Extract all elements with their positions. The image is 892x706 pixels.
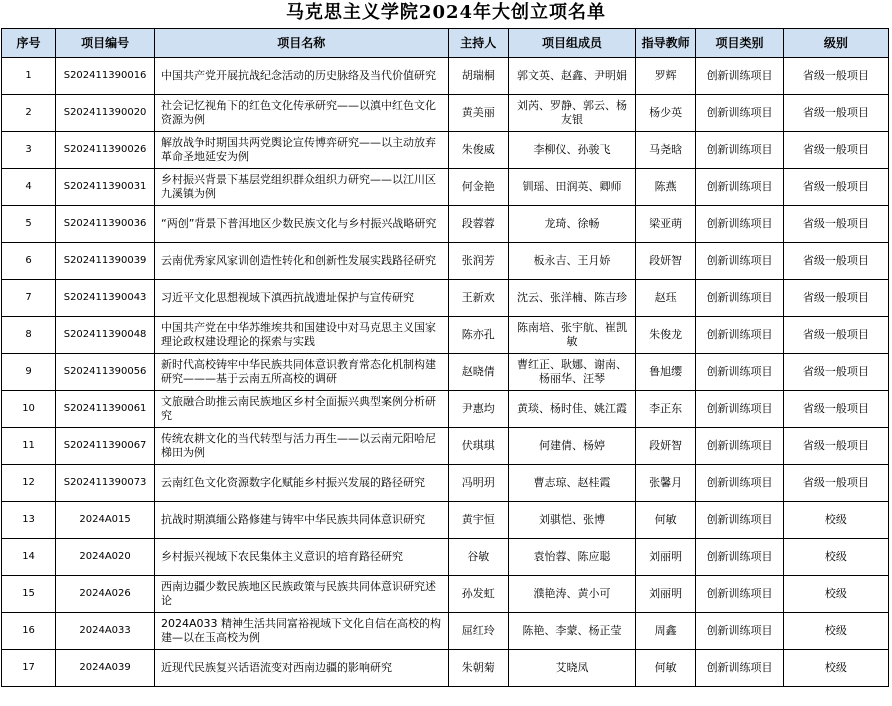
cell-seq: 16 [2, 613, 56, 650]
cell-members: 刘芮、罗静、郭云、杨友银 [508, 95, 635, 132]
cell-host: 黄宇恒 [448, 502, 508, 539]
table-row [2, 169, 889, 206]
cell-category: 创新训练项目 [696, 391, 783, 428]
cell-name: 抗战时期滇缅公路修建与铸牢中华民族共同体意识研究 [155, 502, 449, 539]
table-row [2, 317, 889, 354]
cell-members: 陈南培、张宇航、崔凯敏 [508, 317, 635, 354]
cell-code: S202411390043 [56, 280, 155, 317]
cell-advisor: 段妍智 [635, 428, 695, 465]
cell-category: 创新训练项目 [696, 502, 783, 539]
cell-name: “两创”背景下普洱地区少数民族文化与乡村振兴战略研究 [155, 206, 449, 243]
cell-category: 创新训练项目 [696, 206, 783, 243]
cell-level: 校级 [783, 613, 888, 650]
cell-level: 省级一般项目 [783, 465, 888, 502]
cell-seq: 4 [2, 169, 56, 206]
cell-name: 中国共产党开展抗战纪念活动的历史脉络及当代价值研究 [155, 58, 449, 95]
cell-category: 创新训练项目 [696, 243, 783, 280]
cell-seq: 13 [2, 502, 56, 539]
cell-members: 李柳仪、孙骏飞 [508, 132, 635, 169]
cell-seq: 6 [2, 243, 56, 280]
cell-host: 段蓉蓉 [448, 206, 508, 243]
cell-members: 濮艳涛、黄小可 [508, 576, 635, 613]
cell-seq: 10 [2, 391, 56, 428]
document-title: 马克思主义学院2024年大创立项名单 [285, 2, 607, 23]
header-code: 项目编号 [56, 29, 155, 58]
cell-code: S202411390016 [56, 58, 155, 95]
cell-category: 创新训练项目 [696, 280, 783, 317]
cell-code: S202411390031 [56, 169, 155, 206]
cell-seq: 1 [2, 58, 56, 95]
cell-host: 赵晓倩 [448, 354, 508, 391]
cell-level: 省级一般项目 [783, 58, 888, 95]
cell-members: 刘骐恺、张博 [508, 502, 635, 539]
cell-level: 省级一般项目 [783, 243, 888, 280]
cell-host: 朱俊威 [448, 132, 508, 169]
cell-host: 伏琪琪 [448, 428, 508, 465]
cell-members: 曹红正、耿娜、谢南、杨丽华、汪琴 [508, 354, 635, 391]
cell-category: 创新训练项目 [696, 428, 783, 465]
cell-name: 文旅融合助推云南民族地区乡村全面振兴典型案例分析研究 [155, 391, 449, 428]
cell-name: 新时代高校铸牢中华民族共同体意识教育常态化机制构建研究———基于云南五所高校的调研 [155, 354, 449, 391]
cell-category: 创新训练项目 [696, 169, 783, 206]
cell-advisor: 李正东 [635, 391, 695, 428]
project-table [1, 28, 889, 687]
cell-name: 云南优秀家风家训创造性转化和创新性发展实践路径研究 [155, 243, 449, 280]
cell-code: S202411390036 [56, 206, 155, 243]
cell-members: 沈云、张洋楠、陈吉珍 [508, 280, 635, 317]
table-row [2, 539, 889, 576]
cell-host: 黄美丽 [448, 95, 508, 132]
cell-name: 社会记忆视角下的红色文化传承研究——以滇中红色文化资源为例 [155, 95, 449, 132]
cell-advisor: 刘丽明 [635, 539, 695, 576]
cell-level: 省级一般项目 [783, 95, 888, 132]
cell-name: 传统农耕文化的当代转型与活力再生——以云南元阳哈尼梯田为例 [155, 428, 449, 465]
cell-advisor: 周鑫 [635, 613, 695, 650]
cell-advisor: 朱俊龙 [635, 317, 695, 354]
cell-seq: 17 [2, 650, 56, 687]
cell-level: 省级一般项目 [783, 206, 888, 243]
cell-members: 陈艳、李蒙、杨正莹 [508, 613, 635, 650]
table-row [2, 650, 889, 687]
cell-category: 创新训练项目 [696, 95, 783, 132]
table-row [2, 243, 889, 280]
cell-level: 校级 [783, 539, 888, 576]
cell-advisor: 段妍智 [635, 243, 695, 280]
cell-code: S202411390048 [56, 317, 155, 354]
cell-seq: 15 [2, 576, 56, 613]
cell-advisor: 刘丽明 [635, 576, 695, 613]
cell-seq: 9 [2, 354, 56, 391]
cell-level: 省级一般项目 [783, 132, 888, 169]
cell-level: 省级一般项目 [783, 428, 888, 465]
cell-seq: 11 [2, 428, 56, 465]
cell-category: 创新训练项目 [696, 465, 783, 502]
cell-code: S202411390039 [56, 243, 155, 280]
table-row [2, 58, 889, 95]
cell-name: 乡村振兴背景下基层党组织群众组织力研究——以江川区九溪镇为例 [155, 169, 449, 206]
cell-host: 冯明玥 [448, 465, 508, 502]
table-header-row [2, 29, 889, 58]
cell-level: 省级一般项目 [783, 354, 888, 391]
cell-host: 王新欢 [448, 280, 508, 317]
cell-advisor: 陈燕 [635, 169, 695, 206]
cell-advisor: 杨少英 [635, 95, 695, 132]
cell-category: 创新训练项目 [696, 58, 783, 95]
cell-name: 云南红色文化资源数字化赋能乡村振兴发展的路径研究 [155, 465, 449, 502]
cell-category: 创新训练项目 [696, 650, 783, 687]
cell-members: 郭文英、赵鑫、尹明娟 [508, 58, 635, 95]
cell-code: 2024A026 [56, 576, 155, 613]
cell-code: 2024A020 [56, 539, 155, 576]
cell-advisor: 马尧晗 [635, 132, 695, 169]
table-row [2, 132, 889, 169]
cell-host: 谷敏 [448, 539, 508, 576]
cell-advisor: 何敏 [635, 650, 695, 687]
cell-code: S202411390056 [56, 354, 155, 391]
cell-name: 习近平文化思想视域下滇西抗战遗址保护与宣传研究 [155, 280, 449, 317]
table-row [2, 502, 889, 539]
table-row [2, 280, 889, 317]
cell-host: 朱朝菊 [448, 650, 508, 687]
table-row [2, 428, 889, 465]
cell-name: 2024A033 精神生活共同富裕视域下文化自信在高校的构建—以在玉高校为例 [155, 613, 449, 650]
cell-level: 校级 [783, 650, 888, 687]
cell-name: 解放战争时期国共两党舆论宣传博弈研究——以主动放弃革命圣地延安为例 [155, 132, 449, 169]
table-row [2, 206, 889, 243]
cell-host: 胡瑞桐 [448, 58, 508, 95]
cell-code: S202411390067 [56, 428, 155, 465]
cell-advisor: 梁亚萌 [635, 206, 695, 243]
cell-members: 龙琦、徐畅 [508, 206, 635, 243]
cell-host: 陈亦孔 [448, 317, 508, 354]
table-row [2, 95, 889, 132]
cell-level: 校级 [783, 502, 888, 539]
cell-category: 创新训练项目 [696, 613, 783, 650]
cell-level: 校级 [783, 576, 888, 613]
cell-host: 屈红玲 [448, 613, 508, 650]
cell-host: 张润芳 [448, 243, 508, 280]
cell-category: 创新训练项目 [696, 576, 783, 613]
cell-advisor: 张馨月 [635, 465, 695, 502]
cell-code: S202411390020 [56, 95, 155, 132]
cell-level: 省级一般项目 [783, 169, 888, 206]
cell-seq: 8 [2, 317, 56, 354]
cell-host: 何金艳 [448, 169, 508, 206]
cell-members: 袁怡蓉、陈应聪 [508, 539, 635, 576]
cell-code: 2024A039 [56, 650, 155, 687]
cell-category: 创新训练项目 [696, 539, 783, 576]
cell-seq: 14 [2, 539, 56, 576]
cell-code: S202411390026 [56, 132, 155, 169]
cell-name: 近现代民族复兴话语流变对西南边疆的影响研究 [155, 650, 449, 687]
cell-seq: 3 [2, 132, 56, 169]
cell-code: S202411390073 [56, 465, 155, 502]
cell-name: 乡村振兴视域下农民集体主义意识的培育路径研究 [155, 539, 449, 576]
header-level: 级别 [783, 29, 888, 58]
cell-level: 省级一般项目 [783, 280, 888, 317]
cell-name: 西南边疆少数民族地区民族政策与民族共同体意识研究述论 [155, 576, 449, 613]
cell-category: 创新训练项目 [696, 354, 783, 391]
table-row [2, 613, 889, 650]
cell-code: 2024A033 [56, 613, 155, 650]
header-seq: 序号 [2, 29, 56, 58]
cell-advisor: 鲁旭缨 [635, 354, 695, 391]
table-row [2, 354, 889, 391]
cell-members: 黄琰、杨时佳、姚江霞 [508, 391, 635, 428]
cell-members: 艾晓凤 [508, 650, 635, 687]
cell-host: 孙发虹 [448, 576, 508, 613]
table-row [2, 465, 889, 502]
cell-seq: 7 [2, 280, 56, 317]
cell-category: 创新训练项目 [696, 132, 783, 169]
cell-seq: 12 [2, 465, 56, 502]
cell-members: 何建倩、杨婷 [508, 428, 635, 465]
cell-level: 省级一般项目 [783, 391, 888, 428]
header-members: 项目组成员 [508, 29, 635, 58]
header-host: 主持人 [448, 29, 508, 58]
cell-advisor: 赵珏 [635, 280, 695, 317]
cell-seq: 2 [2, 95, 56, 132]
cell-code: S202411390061 [56, 391, 155, 428]
table-row [2, 576, 889, 613]
cell-members: 曹志琼、赵桂霞 [508, 465, 635, 502]
table-row [2, 391, 889, 428]
cell-level: 省级一般项目 [783, 317, 888, 354]
cell-members: 钏瑶、田润英、卿师 [508, 169, 635, 206]
cell-members: 板永吉、王月娇 [508, 243, 635, 280]
header-advisor: 指导教师 [635, 29, 695, 58]
cell-advisor: 何敏 [635, 502, 695, 539]
cell-name: 中国共产党在中华苏维埃共和国建设中对马克思主义国家理论政权建设理论的探索与实践 [155, 317, 449, 354]
cell-host: 尹惠均 [448, 391, 508, 428]
header-category: 项目类别 [696, 29, 783, 58]
cell-code: 2024A015 [56, 502, 155, 539]
header-name: 项目名称 [155, 29, 449, 58]
cell-seq: 5 [2, 206, 56, 243]
cell-category: 创新训练项目 [696, 317, 783, 354]
cell-advisor: 罗辉 [635, 58, 695, 95]
